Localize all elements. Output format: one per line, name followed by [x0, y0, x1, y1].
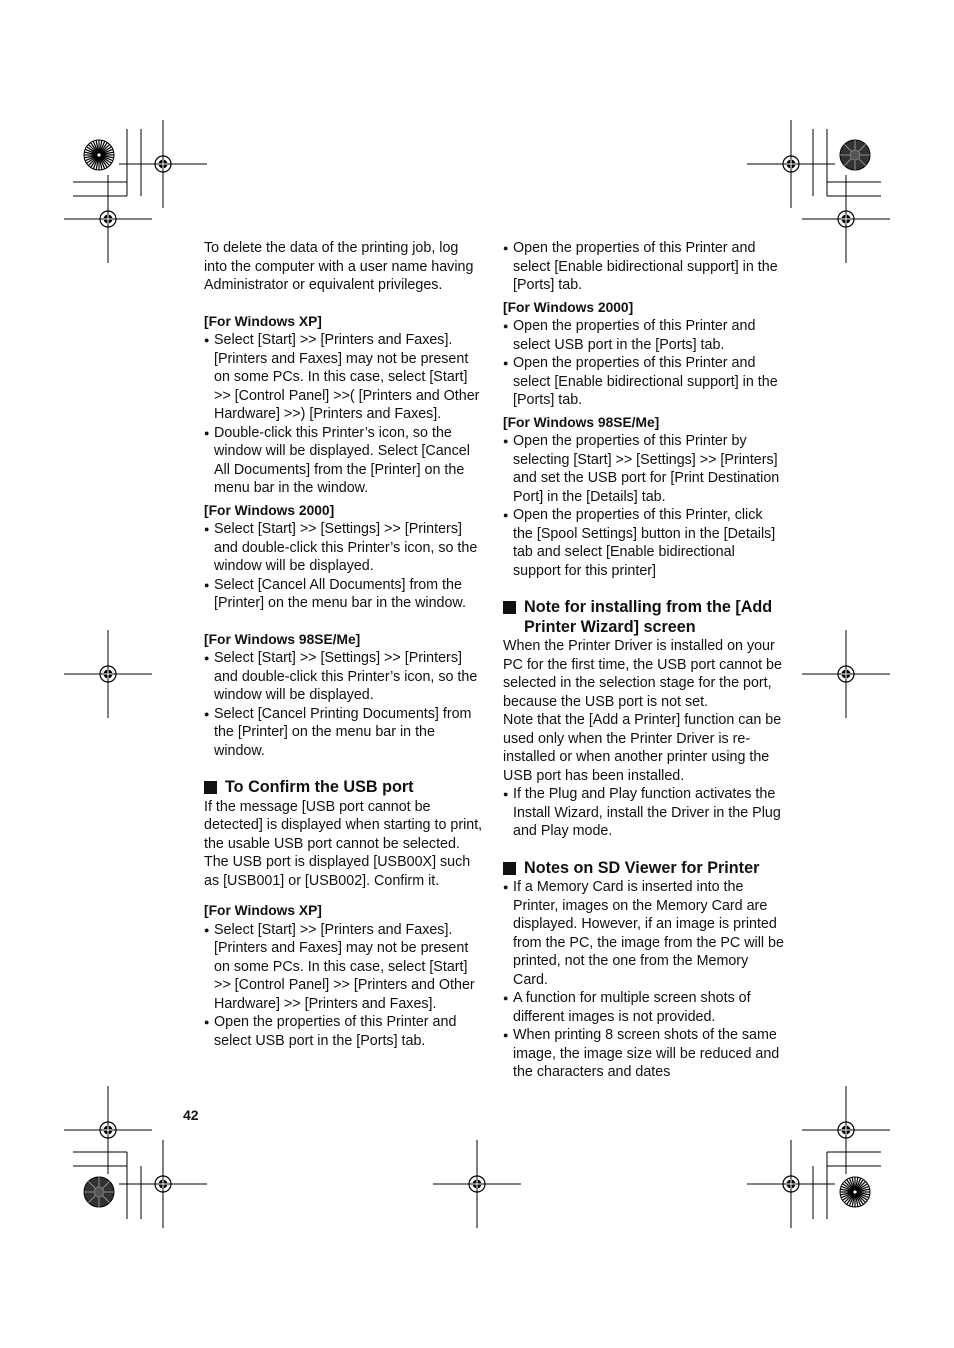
list-item: ● Select [Start] >> [Settings] >> [Printers] and double-click this Printer’s icon, so the window will be displayed. — [204, 520, 484, 576]
list-item: ● A function for multiple screen shots of different images is not provided. — [503, 989, 785, 1026]
wizard-paragraph-2: Note that the [Add a Printer] function can be used only when the Printer Driver is re-installed or when another printer using the USB port has been installed. — [503, 712, 782, 784]
list-item: ● Select [Cancel All Documents] from the [Printer] on the menu bar in the window. — [204, 576, 484, 613]
list-item: ● Open the properties of this Printer by selecting [Start] >> [Settings] >> [Printers] and set the USB port for [Print Destination Port] in the [Details] tab. — [503, 432, 785, 506]
xp-heading: [For Windows XP] — [204, 313, 322, 329]
usb-section-heading — [204, 778, 484, 798]
usb-intro-paragraph: If the message [USB port cannot be detected] is displayed when starting to print, the usable USB port cannot be selected. The USB port is displayed [USB00X] such as [USB001] or [USB002]. Confirm it. — [204, 798, 483, 889]
w98-heading: [For Windows 98SE/Me] — [204, 631, 361, 647]
sd-list — [503, 878, 785, 1082]
section-title: To Confirm the USB port — [225, 778, 414, 796]
list-item: ● Open the properties of this Printer and select [Enable bidirectional support] in the [Ports] tab. — [503, 354, 785, 410]
w98-heading: [For Windows 98SE/Me] — [503, 414, 660, 430]
list-item: ● Open the properties of this Printer and select [Enable bidirectional support] in the [Ports] tab. — [503, 239, 785, 295]
wizard-section-heading — [503, 598, 785, 637]
square-bullet-icon — [503, 601, 516, 614]
left-column — [204, 239, 484, 1050]
w2000-heading: [For Windows 2000] — [503, 299, 634, 315]
list-item: ● If a Memory Card is inserted into the Printer, images on the Memory Card are displayed. However, if an image is printed from the PC, the image from the PC will be printed, not the one from the Memory Card. — [503, 878, 785, 989]
list-item: ● Open the properties of this Printer and select USB port in the [Ports] tab. — [503, 317, 785, 354]
usb-xp-heading: [For Windows XP] — [204, 903, 322, 918]
list-item: ● When printing 8 screen shots of the same image, the image size will be reduced and the characters and dates — [503, 1026, 785, 1082]
w98-list — [503, 432, 785, 580]
list-item: ● Select [Start] >> [Printers and Faxes]. [Printers and Faxes] may not be present on some PCs. In this case, select [Start] >> [Control Panel] >>( [Printers and Other Hardware] >>) [Printers and Faxes]. — [204, 331, 484, 424]
usb-xp-list — [204, 921, 484, 1051]
list-item: ● Double-click this Printer’s icon, so the window will be displayed. Select [Cancel All Documents] from the [Printer] on the menu bar in the window. — [204, 424, 484, 498]
square-bullet-icon — [503, 862, 516, 875]
intro-paragraph: To delete the data of the printing job, log into the computer with a user name having Administrator or equivalent privileges. — [204, 240, 474, 293]
w98-list — [204, 649, 484, 760]
page-number: 42 — [183, 1107, 199, 1123]
wizard-paragraph-1: When the Printer Driver is installed on your PC for the first time, the USB port cannot be selected in the selection stage for the port, because the USB port is not set. — [503, 638, 782, 710]
section-title: Note for installing from the [Add Printer Wizard] screen — [524, 598, 773, 636]
list-item: ● Open the properties of this Printer and select USB port in the [Ports] tab. — [204, 1013, 484, 1050]
xp-continued-list — [503, 239, 785, 295]
section-title: Notes on SD Viewer for Printer — [524, 858, 760, 877]
right-column — [503, 239, 785, 1082]
w2000-heading: [For Windows 2000] — [204, 502, 335, 518]
w2000-list — [503, 317, 785, 410]
dark-target-icon — [840, 140, 870, 170]
star-target-icon — [84, 140, 114, 170]
list-item: ● Select [Cancel Printing Documents] from the [Printer] on the menu bar in the window. — [204, 705, 484, 761]
sd-section-heading — [503, 859, 785, 879]
xp-list — [204, 331, 484, 498]
list-item: ● Select [Start] >> [Printers and Faxes]. [Printers and Faxes] may not be present on some PCs. In this case, select [Start] >> [Control Panel] >> [Printers and Other Hardware] >> [Printers and Faxes]. — [204, 921, 484, 1014]
w2000-list — [204, 520, 484, 613]
list-item: ● Select [Start] >> [Settings] >> [Printers] and double-click this Printer’s icon, so the window will be displayed. — [204, 649, 484, 705]
list-item: ● If the Plug and Play function activates the Install Wizard, install the Driver in the Plug and Play mode. — [503, 785, 785, 841]
square-bullet-icon — [204, 781, 217, 794]
list-item: ● Open the properties of this Printer, click the [Spool Settings] button in the [Details] tab and select [Enable bidirectional support for this printer] — [503, 506, 785, 580]
wizard-list — [503, 785, 785, 841]
